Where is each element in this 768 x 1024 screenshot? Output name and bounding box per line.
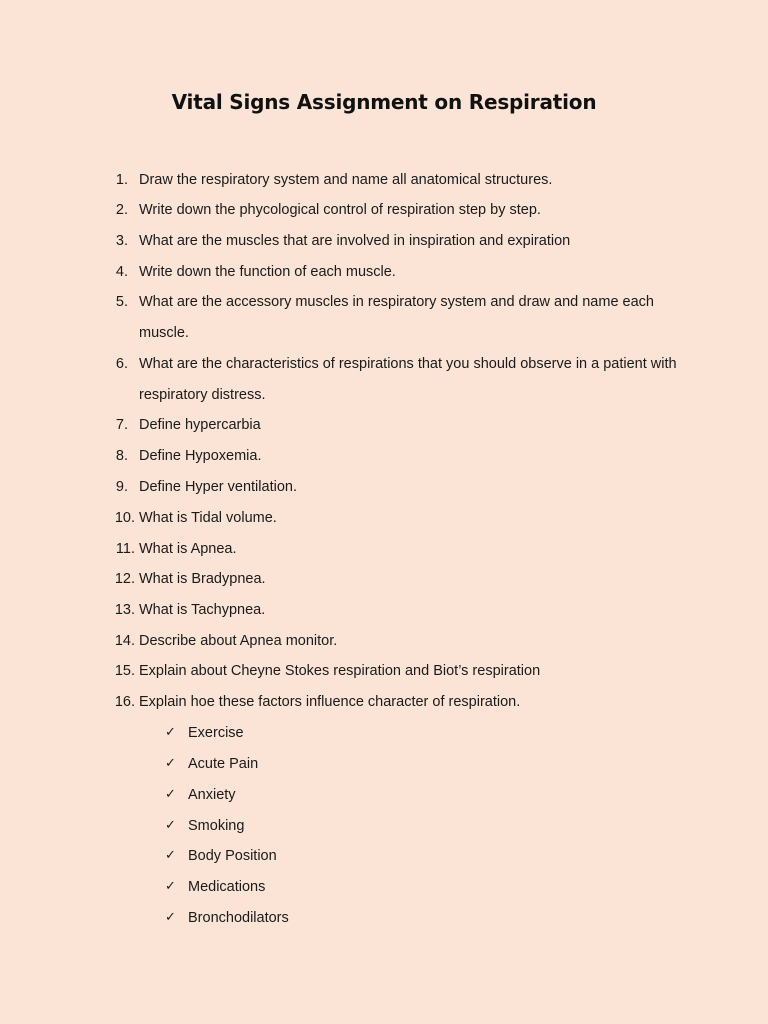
question-text: What is Apnea. — [139, 541, 237, 557]
question-number: 15. — [114, 663, 135, 679]
factor-label: Smoking — [188, 818, 245, 834]
question-number: 13. — [114, 602, 135, 618]
factor-label: Acute Pain — [188, 756, 259, 772]
question-number: 9. — [115, 479, 128, 495]
question-number: 16. — [114, 694, 135, 710]
check-icon: ✓ — [165, 756, 176, 771]
question-number: 12. — [114, 571, 135, 587]
check-icon: ✓ — [165, 725, 176, 740]
question-number: 4. — [115, 264, 128, 280]
question-text: What is Tidal volume. — [139, 510, 277, 526]
check-icon: ✓ — [165, 818, 176, 833]
question-number: 11. — [115, 541, 135, 557]
check-icon: ✓ — [165, 848, 176, 863]
question-text: Explain hoe these factors influence character of respiration. — [139, 694, 521, 710]
question-number: 14. — [114, 633, 135, 649]
question-text-continued: muscle. — [139, 325, 189, 341]
question-number: 2. — [115, 202, 128, 218]
question-text: What are the characteristics of respirations that you should observe in a patient with — [139, 356, 677, 372]
question-number: 3. — [115, 233, 128, 249]
check-icon: ✓ — [165, 910, 176, 925]
question-text: Define Hyper ventilation. — [139, 479, 297, 495]
factor-label: Exercise — [188, 725, 244, 741]
question-text: Draw the respiratory system and name all anatomical structures. — [139, 172, 553, 188]
factor-label: Body Position — [188, 848, 277, 864]
question-text: What is Bradypnea. — [139, 571, 266, 587]
factor-label: Anxiety — [188, 787, 236, 803]
question-text-continued: respiratory distress. — [139, 387, 266, 403]
question-text: What is Tachypnea. — [139, 602, 266, 618]
check-icon: ✓ — [165, 879, 176, 894]
question-number: 10. — [114, 510, 135, 526]
question-number: 5. — [115, 294, 128, 310]
question-text: What are the muscles that are involved in inspiration and expiration — [139, 233, 571, 249]
factor-label: Medications — [188, 879, 266, 895]
question-text: Write down the phycological control of respiration step by step. — [139, 202, 541, 218]
question-text: Define Hypoxemia. — [139, 448, 262, 464]
question-number: 1. — [115, 172, 128, 188]
question-text: Define hypercarbia — [139, 417, 261, 433]
factor-label: Bronchodilators — [188, 910, 289, 926]
check-icon: ✓ — [165, 787, 176, 802]
question-text: Describe about Apnea monitor. — [139, 633, 338, 649]
page-title: Vital Signs Assignment on Respiration — [171, 90, 597, 114]
question-number: 8. — [115, 448, 128, 464]
question-number: 7. — [115, 417, 128, 433]
question-text: What are the accessory muscles in respiratory system and draw and name each — [139, 294, 654, 310]
question-number: 6. — [115, 356, 128, 372]
question-text: Explain about Cheyne Stokes respiration and Biot’s respiration — [139, 663, 541, 679]
question-text: Write down the function of each muscle. — [139, 264, 396, 280]
